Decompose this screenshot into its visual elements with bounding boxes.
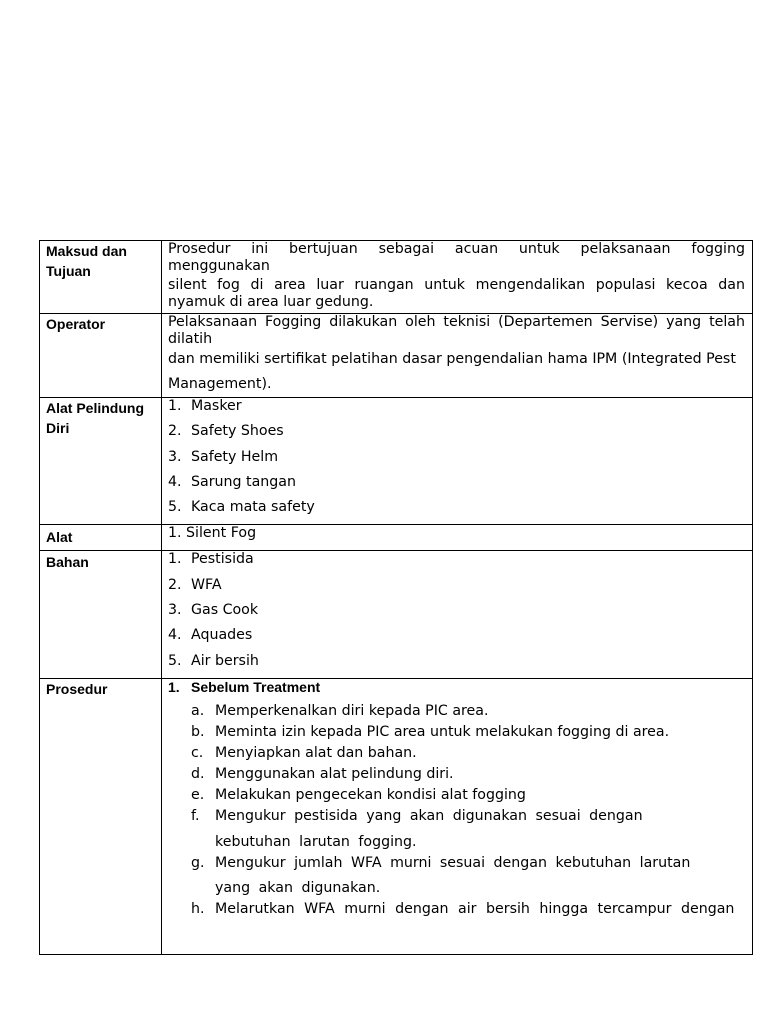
list-number: 1.	[168, 398, 182, 414]
section-title: Sebelum Treatment	[191, 678, 321, 695]
step-text: Melakukan pengecekan kondisi alat fogging	[215, 787, 526, 804]
step-letter: h.	[191, 901, 205, 918]
tujuan-text-1: Prosedur ini bertujuan sebagai acuan untuk pelaksanaan fogging menggunakan	[168, 241, 745, 274]
step-item	[168, 855, 745, 902]
step-letter: d.	[191, 766, 205, 783]
content-prosedur	[162, 678, 753, 954]
step-text: Mengukur pestisida yang akan digunakan sesuai dengan kebutuhan larutan fogging.	[215, 808, 643, 850]
sop-table	[39, 240, 753, 955]
step-text: Menggunakan alat pelindung diri.	[215, 766, 454, 783]
list-item	[168, 551, 745, 576]
step-text: Memperkenalkan diri kepada PIC area.	[215, 703, 489, 720]
list-number: 3.	[168, 448, 182, 465]
prosedur-steps	[168, 703, 745, 923]
operator-text-1: Pelaksanaan Fogging dilakukan oleh teknisi (Departemen Servise) yang telah dilatih	[168, 314, 745, 347]
list-text: Safety Shoes	[191, 423, 284, 440]
content-alat-pelindung-diri	[162, 398, 753, 525]
list-text: Kaca mata safety	[191, 499, 315, 516]
content-operator	[162, 314, 753, 398]
list-item	[168, 398, 745, 423]
list-text: Gas Cook	[191, 602, 259, 619]
label-prosedur: Prosedur	[40, 678, 162, 954]
list-number: 3.	[168, 602, 182, 619]
list-text: Safety Helm	[191, 448, 279, 465]
step-letter: g.	[191, 854, 205, 871]
list-number: 5.	[168, 652, 182, 669]
list-number: 2.	[168, 423, 182, 440]
list-item	[168, 653, 745, 678]
step-letter: f.	[191, 808, 200, 825]
list-number: 2.	[168, 576, 182, 593]
list-item	[168, 474, 745, 499]
apd-list	[168, 398, 745, 524]
list-text: Air bersih	[191, 652, 259, 669]
step-text: Meminta izin kepada PIC area untuk melakukan fogging di area.	[215, 724, 670, 741]
list-item	[168, 577, 745, 602]
list-number: 4.	[168, 473, 182, 490]
row-alat	[40, 525, 753, 551]
step-item	[168, 901, 745, 923]
operator-text-2: dan memiliki sertifikat pelatihan dasar pengendalian hama IPM (Integrated Pest Management).	[168, 351, 736, 392]
content-bahan	[162, 551, 753, 678]
row-maksud-tujuan	[40, 241, 753, 314]
label-alat: Alat	[40, 525, 162, 551]
list-item	[168, 602, 745, 627]
step-text: Menyiapkan alat dan bahan.	[215, 745, 417, 762]
list-number: 4.	[168, 627, 182, 644]
content-maksud-tujuan	[162, 241, 753, 314]
list-item	[168, 449, 745, 474]
step-item	[168, 808, 745, 855]
list-number: 5.	[168, 499, 182, 516]
list-item	[168, 423, 745, 448]
bahan-list	[168, 551, 745, 677]
tujuan-text-2: silent fog di area luar ruangan untuk mengendalikan populasi kecoa dan nyamuk di area luar gedung.	[168, 277, 745, 310]
label-maksud-tujuan: Maksud dan Tujuan	[40, 241, 162, 314]
row-alat-pelindung-diri	[40, 398, 753, 525]
step-letter: a.	[191, 703, 205, 720]
content-alat	[162, 525, 753, 551]
step-letter: b.	[191, 724, 205, 741]
list-item	[168, 627, 745, 652]
section-number: 1.	[168, 678, 180, 695]
label-alat-pelindung-diri: Alat Pelindung Diri	[40, 398, 162, 525]
alat-item: 1. Silent Fog	[168, 525, 257, 542]
step-letter: e.	[191, 787, 205, 804]
list-text: Masker	[191, 398, 242, 414]
step-letter: c.	[191, 745, 204, 762]
row-prosedur	[40, 678, 753, 954]
row-bahan	[40, 551, 753, 678]
list-text: Aquades	[191, 627, 253, 644]
list-text: WFA	[191, 576, 222, 593]
label-operator: Operator	[40, 314, 162, 398]
list-text: Sarung tangan	[191, 473, 296, 490]
list-text: Pestisida	[191, 551, 254, 568]
list-item	[168, 499, 745, 524]
row-operator	[40, 314, 753, 398]
list-number: 1.	[168, 551, 182, 568]
step-text: Mengukur jumlah WFA murni sesuai dengan kebutuhan larutan yang akan digunakan.	[215, 854, 691, 897]
label-bahan: Bahan	[40, 551, 162, 678]
step-text: Melarutkan WFA murni dengan air bersih hingga tercampur dengan	[215, 901, 735, 918]
